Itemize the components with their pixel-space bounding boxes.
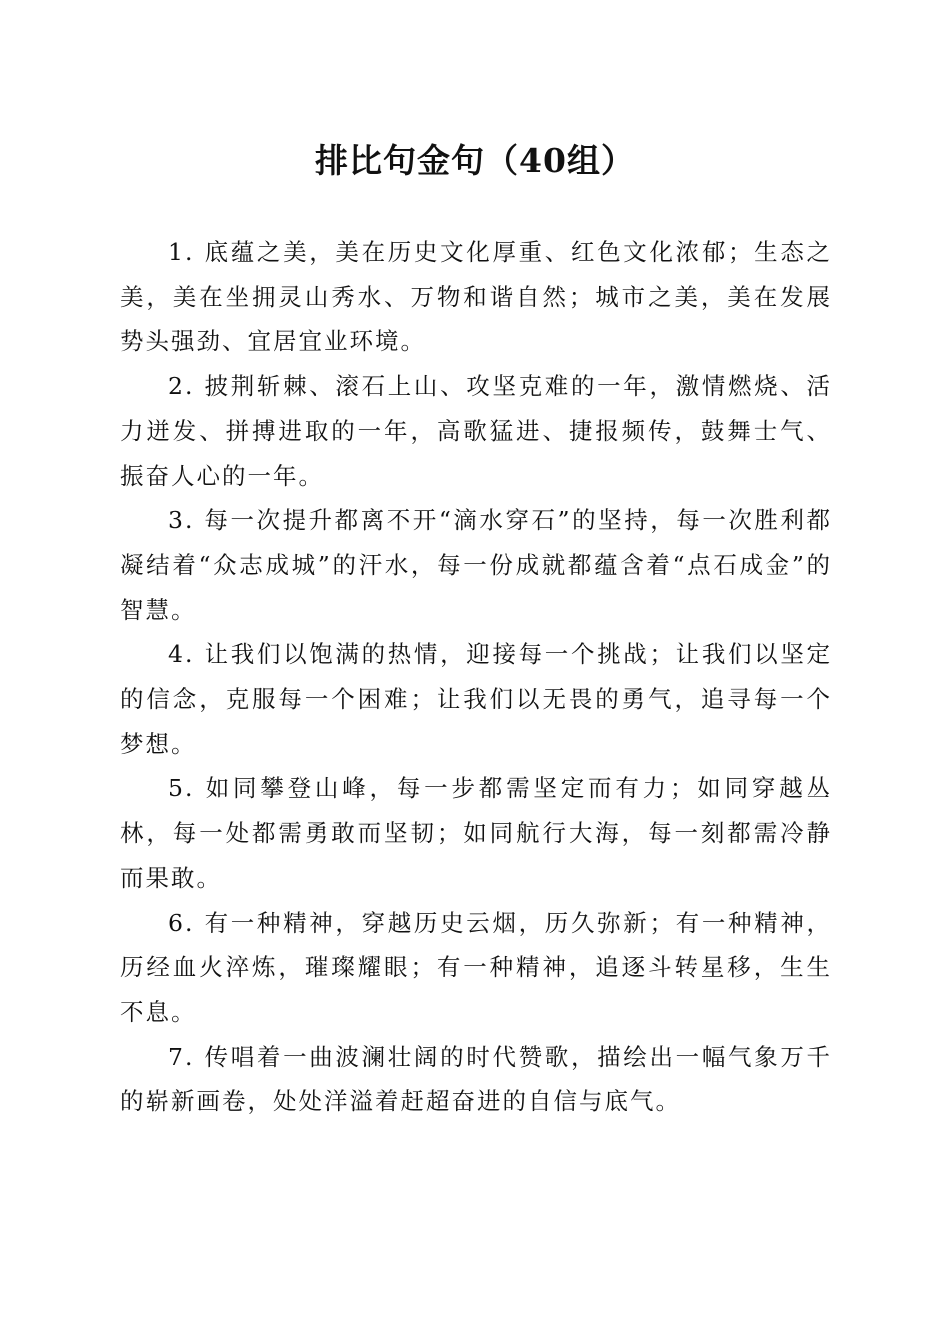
paragraph-5: 5. 如同攀登山峰，每一步都需坚定而有力；如同穿越丛林，每一处都需勇敢而坚韧；如同航行大海，每一刻都需冷静而果敢。 [120,774,832,892]
paragraph-4: 4. 让我们以饱满的热情，迎接每一个挑战；让我们以坚定的信念，克服每一个困难；让我们以无畏的勇气，追寻每一个梦想。 [120,640,832,758]
document-body [120,230,832,1124]
paragraph-3: 3. 每一次提升都离不开“滴水穿石”的坚持，每一次胜利都凝结着“众志成城”的汗水，每一份成就都蕴含着“点石成金”的智慧。 [120,506,832,624]
paragraph-1: 1. 底蕴之美，美在历史文化厚重、红色文化浓郁；生态之美，美在坐拥灵山秀水、万物和谐自然；城市之美，美在发展势头强劲、宜居宜业环境。 [120,238,832,356]
paragraph-7: 7. 传唱着一曲波澜壮阔的时代赞歌，描绘出一幅气象万千的崭新画卷，处处洋溢着赶超奋进的自信与底气。 [120,1042,832,1116]
document-title: 排比句金句（40组） [315,141,635,180]
paragraph-2: 2. 披荆斩棘、滚石上山、攻坚克难的一年，激情燃烧、活力迸发、拼搏进取的一年，高歌猛进、捷报频传，鼓舞士气、振奋人心的一年。 [120,372,832,490]
paragraph-6: 6. 有一种精神，穿越历史云烟，历久弥新；有一种精神，历经血火淬炼，璀璨耀眼；有一种精神，追逐斗转星移，生生不息。 [120,908,832,1026]
